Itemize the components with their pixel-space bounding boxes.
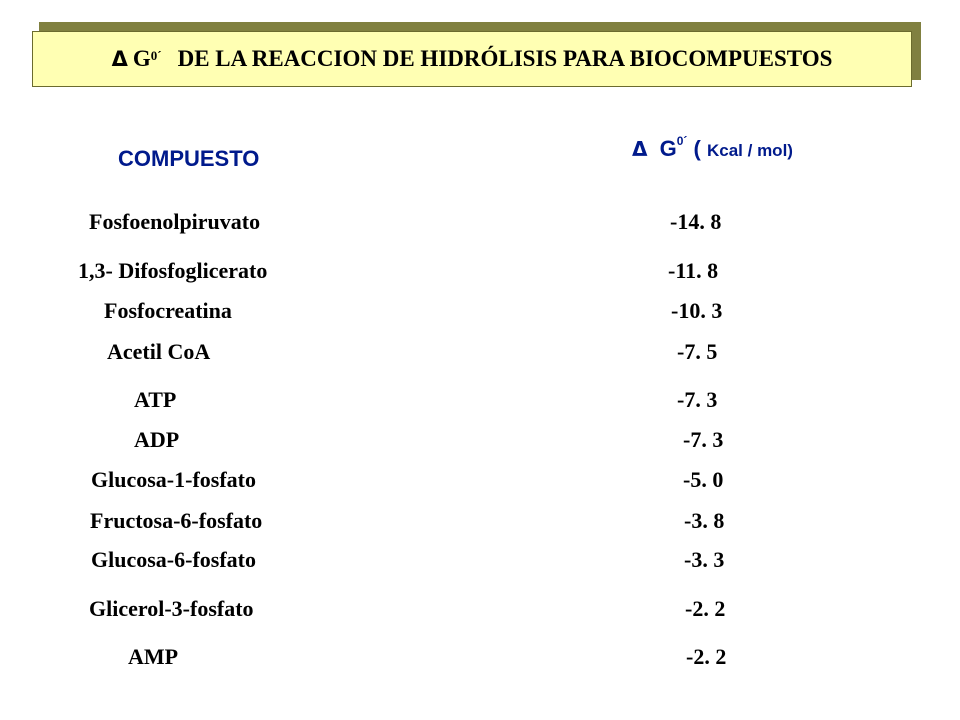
compound-name: Fosfoenolpiruvato: [89, 209, 261, 234]
column-header-compound: COMPUESTO: [118, 146, 260, 171]
energy-value: -2. 2: [685, 596, 726, 621]
energy-value: -3. 8: [684, 508, 725, 533]
header-superscript: 0´: [676, 133, 688, 148]
compound-name: AMP: [128, 644, 179, 669]
header-unit: Kcal / mol): [706, 141, 793, 160]
energy-value: -5. 0: [683, 467, 724, 492]
compound-name: Fructosa-6-fosfato: [90, 508, 263, 533]
compound-name: Fosfocreatina: [104, 298, 232, 323]
compound-name: Acetil CoA: [107, 339, 211, 364]
compound-name: Glucosa-6-fosfato: [91, 547, 256, 572]
title-text: DE LA REACCION DE HIDRÓLISIS PARA BIOCOMPUESTOS: [177, 46, 833, 71]
energy-value: -2. 2: [686, 644, 727, 669]
energy-value: -14. 8: [670, 209, 722, 234]
title-delta-symbol: Δ: [111, 47, 128, 71]
column-header-energy: [632, 133, 793, 162]
energy-value: -10. 3: [671, 298, 723, 323]
compound-name: 1,3- Difosfoglicerato: [78, 258, 268, 283]
energy-value: -11. 8: [668, 258, 719, 283]
header-g-label: G: [659, 136, 677, 161]
energy-value: -7. 5: [677, 339, 718, 364]
header-open-paren: (: [693, 136, 701, 161]
energy-value: -3. 3: [684, 547, 725, 572]
compound-name: ATP: [134, 387, 177, 412]
energy-value: -7. 3: [683, 427, 724, 452]
title-superscript: 0´: [150, 48, 162, 63]
energy-value: -7. 3: [677, 387, 718, 412]
compound-name: Glicerol-3-fosfato: [89, 596, 254, 621]
compound-name: Glucosa-1-fosfato: [91, 467, 256, 492]
compound-name: ADP: [134, 427, 180, 452]
header-delta-symbol: Δ: [632, 137, 648, 161]
page-title: [32, 31, 912, 87]
title-g-label: G: [132, 46, 151, 71]
